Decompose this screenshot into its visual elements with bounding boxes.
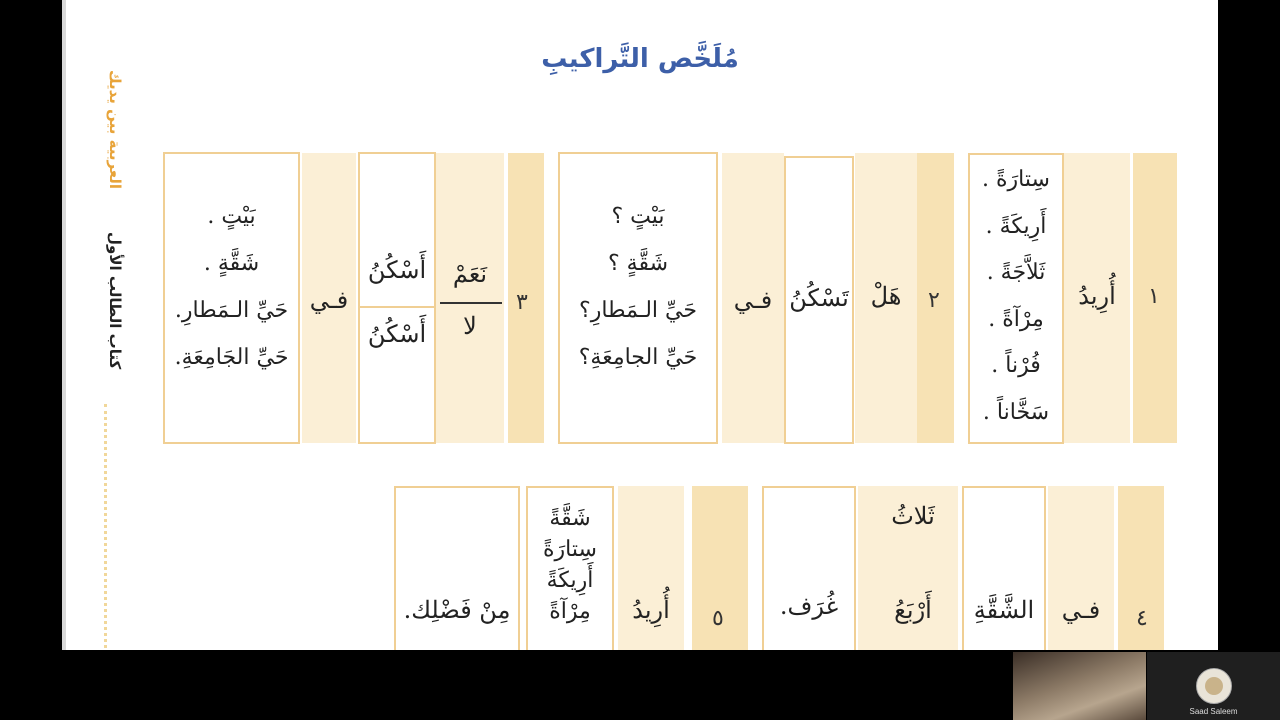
sentence-2-verb-box xyxy=(784,156,854,444)
s2-item: حَيِّ الجامِعَةِ؟ xyxy=(578,345,698,370)
participant-avatar xyxy=(1196,668,1232,704)
s5-item: أَرِيكَةً xyxy=(546,568,594,593)
book-series-label: العربية بين يديك xyxy=(106,70,124,190)
s5-item: مِرْآةً xyxy=(549,599,591,624)
yes-no-divider xyxy=(440,302,502,304)
s1-item: فُرْناً . xyxy=(991,353,1041,379)
s3-item: حَيِّ الـمَطارِ. xyxy=(174,298,289,323)
sentence-2-number: ٢ xyxy=(928,288,940,313)
s5-item: شَقَّةً xyxy=(549,506,591,531)
s3-item: حَيِّ الجَامِعَةِ. xyxy=(174,345,289,370)
s1-item: سَخَّاناً . xyxy=(982,399,1050,425)
sentence-4-count-top: ثَلاثُ xyxy=(891,502,935,530)
verb-box-divider xyxy=(360,306,434,308)
sentence-4-number: ٤ xyxy=(1136,606,1148,631)
sentence-5-items-box xyxy=(526,486,614,650)
sentence-1-verb: أُرِيدُ xyxy=(1078,282,1116,310)
sentence-2-preposition: فـي xyxy=(733,286,773,314)
sentence-4-preposition: فـي xyxy=(1061,596,1101,624)
sentence-3-items-box xyxy=(163,152,300,444)
sentence-5-items xyxy=(528,506,612,650)
s1-item: مِرْآةً . xyxy=(988,306,1044,332)
page-title: مُلَخَّص التَّراكيبِ xyxy=(541,44,739,74)
sentence-4-noun: غُرَف. xyxy=(779,592,839,620)
sentence-5-tail-box xyxy=(394,486,520,650)
sentence-3-no: لا xyxy=(463,312,477,340)
dotted-margin-line xyxy=(104,404,111,650)
s1-item: ثَلاَّجَةً . xyxy=(986,260,1046,286)
s2-item: حَيِّ الـمَطارِ؟ xyxy=(579,298,697,323)
row1-yesno-strip xyxy=(436,153,504,443)
sentence-3-verb-no: أَسْكُنُ xyxy=(367,320,427,348)
textbook-page xyxy=(62,0,1218,650)
row2-prep-strip xyxy=(1048,486,1114,650)
sentence-4-place-box xyxy=(962,486,1046,650)
s1-item: أَرِيكَةً . xyxy=(985,213,1047,239)
s2-item: بَيْتٍ ؟ xyxy=(611,204,665,229)
sentence-4-place: الشَّقَّةِ xyxy=(973,596,1035,624)
student-book-label: كتاب الطالب الأول xyxy=(106,232,124,370)
participant-video-tile[interactable] xyxy=(1013,652,1146,720)
sentence-3-items xyxy=(165,204,298,370)
row2-verb5-strip xyxy=(618,486,684,650)
sentence-5-verb: أُرِيدُ xyxy=(632,596,670,624)
sentence-1-number: ١ xyxy=(1148,284,1160,309)
s5-item: سِتارَةً xyxy=(543,537,597,562)
sentence-3-preposition: فـي xyxy=(309,286,349,314)
s3-item: شَقَّةٍ . xyxy=(203,251,260,276)
sentence-2-items-box xyxy=(558,152,718,444)
avatar-image xyxy=(1205,677,1223,695)
s3-item: بَيْتٍ . xyxy=(207,204,256,229)
sentence-2-verb: تَسْكُنُ xyxy=(789,284,849,312)
s1-item: سِتارَةً . xyxy=(982,167,1050,192)
s2-item: شَقَّةٍ ؟ xyxy=(607,251,669,276)
sentence-2-items xyxy=(560,204,716,370)
sentence-3-yes: نَعَمْ xyxy=(452,260,488,288)
sentence-4-noun-box xyxy=(762,486,856,650)
sentence-5-number: ٥ xyxy=(712,606,724,631)
page-left-edge xyxy=(62,0,66,650)
sentence-1-items-box xyxy=(968,153,1064,444)
sentence-3-number: ٣ xyxy=(516,290,528,315)
sentence-5-tail: مِنْ فَضْلِك. xyxy=(403,596,511,624)
participant-name: Saad Saleem xyxy=(1189,707,1238,716)
sentence-1-items xyxy=(970,167,1062,425)
sentence-3-verb-box xyxy=(358,152,436,444)
sentence-4-count: أَرْبَعُ xyxy=(894,596,932,624)
sentence-3-verb-yes: أَسْكُنُ xyxy=(367,256,427,284)
sentence-2-question-word: هَلْ xyxy=(870,282,902,310)
